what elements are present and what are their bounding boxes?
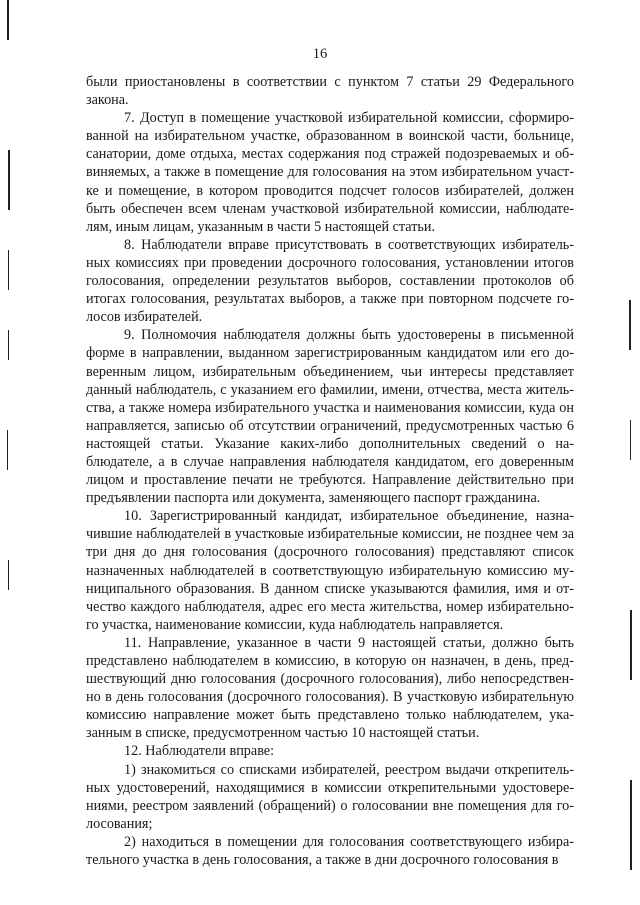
scan-edge-mark xyxy=(8,330,9,360)
scan-edge-mark xyxy=(629,300,631,350)
paragraph-11: 11. Направление, указанное в части 9 настоящей статьи, должно быть представлено наблюдателем в комиссию, в которую он назначен, в день, предшествующий дню голосования (досрочного голосования), либо непосредственно в день голосования (досрочного голосования). В участковую избирательную комиссию направление может быть представлено только наблюдателем, указанным в списке, предусмотренном частью 10 настоящей статьи. xyxy=(86,634,574,742)
scan-edge-mark xyxy=(630,420,631,460)
paragraph-7: 7. Доступ в помещение участковой избирательной комиссии, сформированной на избирательном участке, образованном в воинской части, больнице, санатории, доме отдыха, местах содержания под стражей подозреваемых и обвиняемых, а также в помещение для голосования на этом избирательном участке и помещение, в котором проводится подсчет голосов избирателей, должен быть обеспечен всем членам участковой избирательной комиссии, наблюдателям, иным лицам, указанным в части 5 настоящей статьи. xyxy=(86,110,574,235)
list-item-1: 1) знакомиться со списками избирателей, реестром выдачи открепительных удостоверений, находящимися в комиссии открепительными удостоверениями, реестром заявлений (обращений) о голосовании вне помещения для голосования; xyxy=(86,761,574,832)
page-number: 16 xyxy=(312,46,328,62)
list-item-2: 2) находиться в помещении для голосования соответствующего избирательного участка в день голосования, а также в дни досрочного голосования в xyxy=(86,833,574,869)
scan-edge-mark xyxy=(7,430,8,470)
scan-edge-mark xyxy=(7,0,9,40)
scan-edge-mark xyxy=(8,250,9,290)
paragraph-8: 8. Наблюдатели вправе присутствовать в соответствующих избирательных комиссиях при проведении досрочного голосования, установлении итогов голосования, определении результатов выборов, составлении протоколов об итогах голосования, результатах выборов, а также при повторном подсчете голосов избирателей. xyxy=(86,236,574,326)
scan-edge-mark xyxy=(630,780,632,870)
document-body xyxy=(86,73,574,869)
paragraph-continuation: были приостановлены в соответствии с пунктом 7 статьи 29 Федерального закона. xyxy=(86,74,574,109)
paragraph-9: 9. Полномочия наблюдателя должны быть удостоверены в письменной форме в направлении, выданном зарегистрированным кандидатом или его доверенным лицом, избирательным объединением, чьи интересы представляет данный наблюдатель, с указанием его фамилии, имени, отчества, места жительства, а также номера избирательного участка и наименования комиссии, куда он направляется, записью об отсутствии ограничений, предусмотренных частью 6 настоящей статьи. Указание каких-либо дополнительных сведений о наблюдателе, а в случае направления наблюдателя кандидатом, его доверенным лицом и проставление печати не требуются. Направление действительно при предъявлении паспорта или документа, заменяющего паспорт гражданина. xyxy=(86,327,574,507)
scan-edge-mark xyxy=(8,560,9,590)
scan-edge-mark xyxy=(630,610,632,680)
paragraph-12-heading: 12. Наблюдатели вправе: xyxy=(124,743,275,760)
scan-edge-mark xyxy=(8,150,10,210)
paragraph-10: 10. Зарегистрированный кандидат, избирательное объединение, назначившие наблюдателей в участковые избирательные комиссии, не позднее чем за три дня до дня голосования (досрочного голосования) представляют список назначенных наблюдателей в соответствующую избирательную комиссию муниципального образования. В данном списке указываются фамилия, имя и отчество каждого наблюдателя, адрес его места жительства, номер избирательного участка, наименование комиссии, куда наблюдатель направляется. xyxy=(86,508,574,633)
